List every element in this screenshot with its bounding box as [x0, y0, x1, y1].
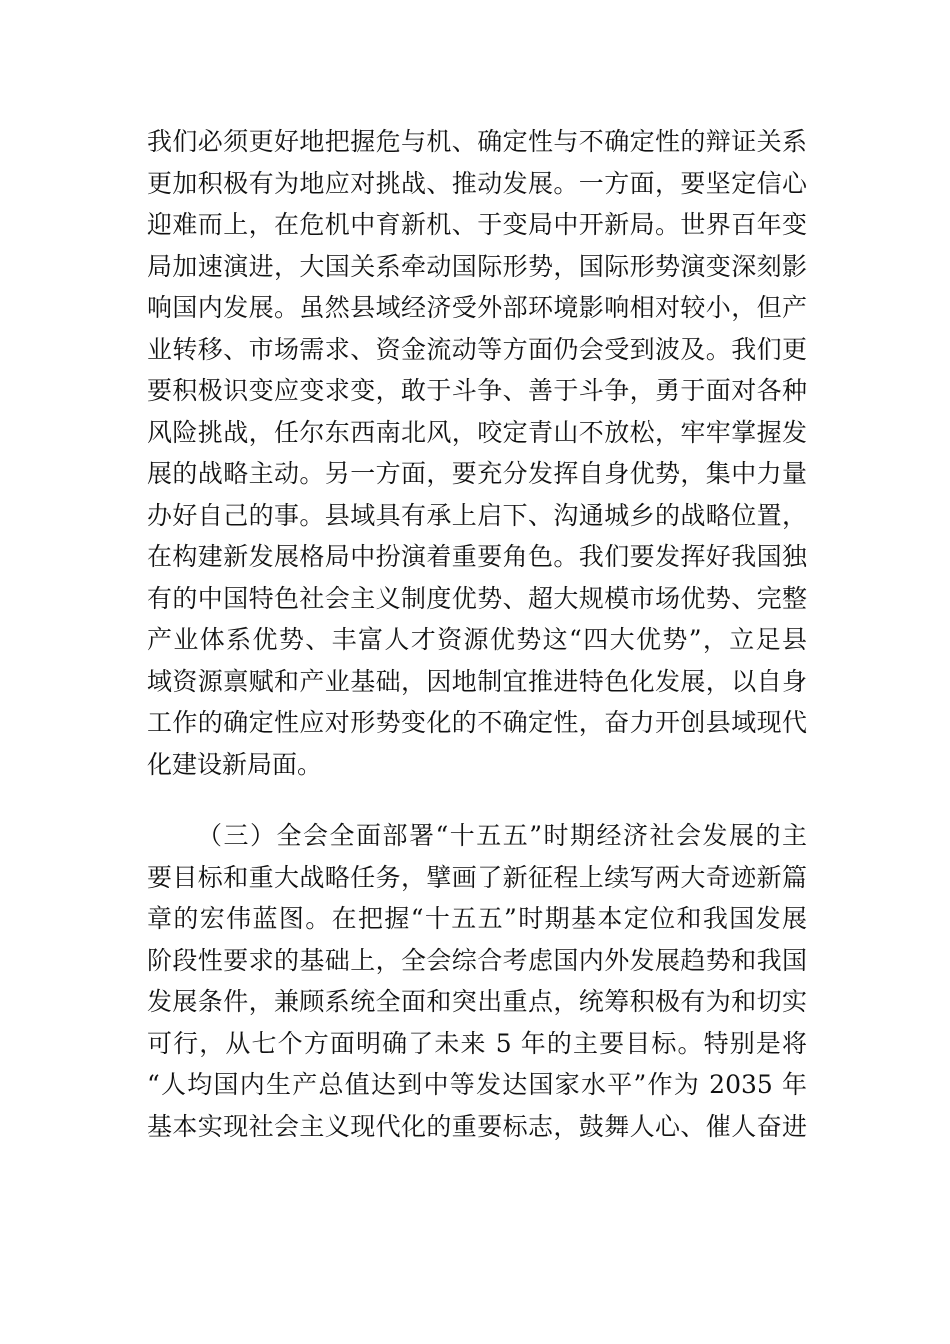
text-line: 风险挑战，任尔东西南北风，咬定青山不放松，牢牢掌握发	[147, 417, 807, 447]
text-line: 产业体系优势、丰富人才资源优势这“四大优势”，立足县	[147, 625, 807, 654]
text-line: 发展条件，兼顾系统全面和突出重点，统筹积极有为和切实	[147, 987, 807, 1016]
text-line: 展的战略主动。另一方面，要充分发挥自身优势，集中力量	[147, 459, 807, 488]
text-line: “人均国内生产总值达到中等发达国家水平”作为 2035 年	[147, 1070, 807, 1099]
text-line: 更加积极有为地应对挑战、推动发展。一方面，要坚定信心	[147, 168, 807, 198]
text-line: 阶段性要求的基础上，全会综合考虑国内外发展趋势和我国	[147, 945, 807, 975]
text-line: （三）全会全面部署“十五五”时期经济社会发展的主	[197, 821, 807, 850]
text-line: 工作的确定性应对形势变化的不确定性，奋力开创县域现代	[147, 708, 807, 737]
text-line: 要目标和重大战略任务，擘画了新征程上续写两大奇迹新篇	[147, 862, 807, 892]
text-line: 响国内发展。虽然县域经济受外部环境影响相对较小，但产	[147, 293, 807, 322]
text-line: 办好自己的事。县域具有承上启下、沟通城乡的战略位置，	[147, 500, 807, 530]
text-line: 化建设新局面。	[147, 749, 323, 779]
text-line: 在构建新发展格局中扮演着重要角色。我们要发挥好我国独	[147, 542, 807, 571]
text-line: 可行，从七个方面明确了未来 5 年的主要目标。特别是将	[147, 1028, 807, 1058]
text-line: 要积极识变应变求变，敢于斗争、善于斗争，勇于面对各种	[147, 376, 807, 405]
paragraph-1	[147, 121, 807, 785]
text-line: 基本实现社会主义现代化的重要标志，鼓舞人心、催人奋进	[147, 1111, 807, 1141]
text-line: 迎难而上，在危机中育新机、于变局中开新局。世界百年变	[147, 210, 807, 239]
text-line: 有的中国特色社会主义制度优势、超大规模市场优势、完整	[147, 583, 807, 613]
text-line: 业转移、市场需求、资金流动等方面仍会受到波及。我们更	[147, 334, 807, 364]
text-line: 域资源禀赋和产业基础，因地制宜推进特色化发展，以自身	[147, 666, 807, 696]
paragraph-2	[147, 815, 807, 1147]
text-line: 我们必须更好地把握危与机、确定性与不确定性的辩证关系	[147, 127, 807, 156]
text-line: 局加速演进，大国关系牵动国际形势，国际形势演变深刻影	[147, 251, 807, 281]
text-line: 章的宏伟蓝图。在把握“十五五”时期基本定位和我国发展	[147, 904, 807, 933]
